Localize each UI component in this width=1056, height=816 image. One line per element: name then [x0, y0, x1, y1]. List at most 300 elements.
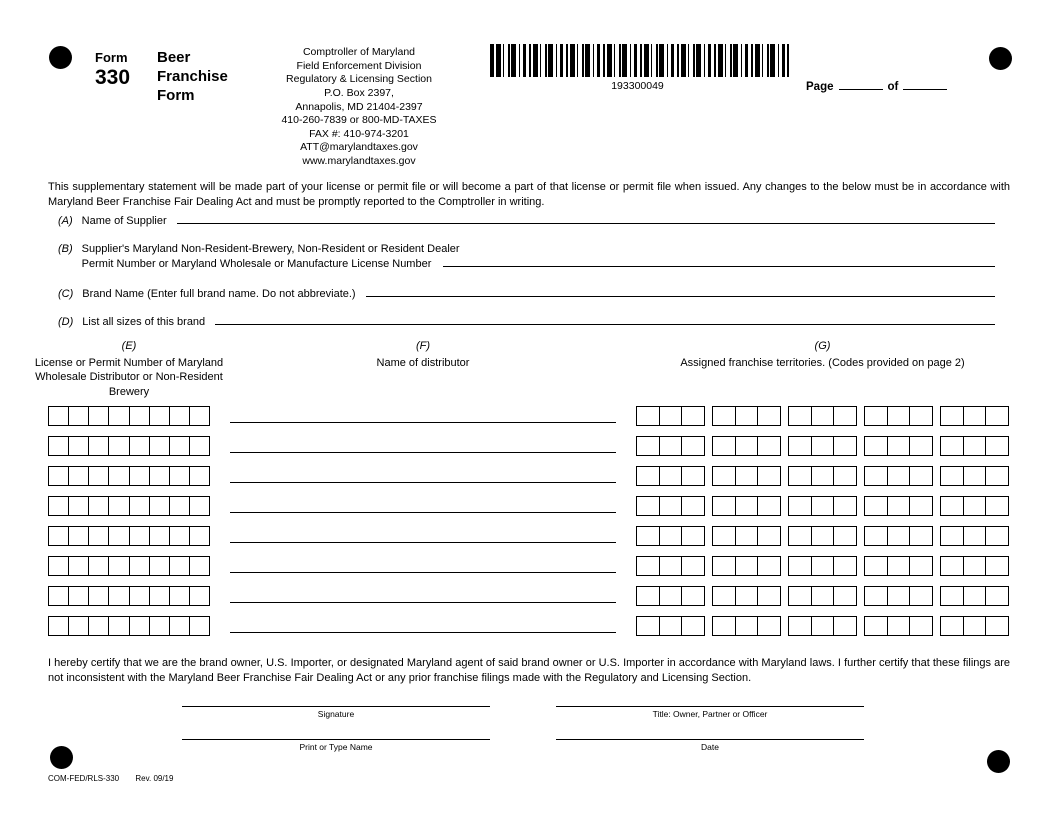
distributor-name-line[interactable]	[230, 542, 616, 543]
territory-digit-box[interactable]	[660, 586, 683, 606]
signature-section	[182, 700, 864, 753]
distribution-row	[48, 586, 1009, 606]
territory-code-boxes[interactable]	[712, 556, 781, 576]
territory-digit-box[interactable]	[812, 466, 835, 486]
territory-digit-box[interactable]	[964, 526, 987, 546]
license-digit-box[interactable]	[130, 586, 150, 606]
license-digit-box[interactable]	[48, 496, 69, 516]
signature-column-right	[556, 700, 864, 753]
date-label: Date	[701, 742, 719, 752]
address-line: ATT@marylandtaxes.gov	[300, 141, 418, 154]
territory-digit-box[interactable]	[940, 436, 964, 456]
license-digit-box[interactable]	[150, 616, 170, 636]
territory-code-boxes[interactable]	[636, 586, 705, 606]
territory-digit-box[interactable]	[812, 526, 835, 546]
territory-digit-box[interactable]	[986, 466, 1009, 486]
address-line: www.marylandtaxes.gov	[302, 155, 416, 168]
territory-digit-box[interactable]	[834, 466, 857, 486]
title-label: Title: Owner, Partner or Officer	[652, 709, 768, 719]
territory-digit-box[interactable]	[712, 406, 736, 426]
territory-code-boxes[interactable]	[636, 496, 705, 516]
territory-groups	[636, 616, 1009, 636]
territory-code-boxes[interactable]	[864, 556, 933, 576]
distributor-name-line[interactable]	[230, 452, 616, 453]
territory-digit-box[interactable]	[758, 496, 781, 516]
territory-digit-box[interactable]	[736, 436, 759, 456]
territory-digit-box[interactable]	[660, 406, 683, 426]
territory-digit-box[interactable]	[986, 586, 1009, 606]
license-permit-number-boxes[interactable]	[48, 406, 210, 426]
territory-digit-box[interactable]	[736, 556, 759, 576]
territory-digit-box[interactable]	[864, 556, 888, 576]
territory-code-boxes[interactable]	[864, 586, 933, 606]
license-digit-box[interactable]	[170, 406, 190, 426]
territory-code-boxes[interactable]	[636, 526, 705, 546]
territory-groups	[636, 436, 1009, 456]
license-digit-box[interactable]	[109, 616, 129, 636]
territory-digit-box[interactable]	[834, 406, 857, 426]
territory-digit-box[interactable]	[964, 496, 987, 516]
distribution-row	[48, 466, 1009, 486]
license-digit-box[interactable]	[190, 466, 210, 486]
territory-digit-box[interactable]	[812, 436, 835, 456]
territory-code-boxes[interactable]	[712, 466, 781, 486]
distributor-name-line[interactable]	[230, 422, 616, 423]
territory-code-boxes[interactable]	[864, 526, 933, 546]
intro-paragraph: This supplementary statement will be made part of your license or permit file or will become a part of that license or permit file when issued. Any changes to the below must be in accordance with Maryland Beer Franchise Fair Dealing Act and must be promptly reported to the Comptroller in writing.	[48, 181, 1010, 208]
license-digit-box[interactable]	[89, 496, 109, 516]
territory-digit-box[interactable]	[986, 616, 1009, 636]
license-digit-box[interactable]	[150, 466, 170, 486]
territory-digit-box[interactable]	[736, 466, 759, 486]
territory-digit-box[interactable]	[660, 436, 683, 456]
territory-digit-box[interactable]	[758, 466, 781, 486]
license-digit-box[interactable]	[69, 586, 89, 606]
territory-code-boxes[interactable]	[788, 586, 857, 606]
license-permit-number-boxes[interactable]	[48, 526, 210, 546]
territory-digit-box[interactable]	[888, 436, 911, 456]
distributor-name-line[interactable]	[230, 602, 616, 603]
territory-digit-box[interactable]	[940, 586, 964, 606]
license-permit-number-boxes[interactable]	[48, 586, 210, 606]
territory-digit-box[interactable]	[788, 526, 812, 546]
license-digit-box[interactable]	[69, 466, 89, 486]
license-digit-box[interactable]	[69, 406, 89, 426]
territory-digit-box[interactable]	[986, 406, 1009, 426]
license-digit-box[interactable]	[130, 406, 150, 426]
territory-digit-box[interactable]	[964, 556, 987, 576]
license-digit-box[interactable]	[48, 436, 69, 456]
address-line: FAX #: 410-974-3201	[309, 127, 409, 140]
territory-digit-box[interactable]	[812, 406, 835, 426]
territory-digit-box[interactable]	[682, 436, 705, 456]
territory-digit-box[interactable]	[910, 406, 933, 426]
address-line: P.O. Box 2397,	[324, 86, 394, 99]
territory-code-boxes[interactable]	[712, 406, 781, 426]
license-digit-box[interactable]	[109, 526, 129, 546]
license-digit-box[interactable]	[89, 526, 109, 546]
barcode-block	[490, 44, 785, 92]
territory-digit-box[interactable]	[834, 586, 857, 606]
page-of-field	[806, 78, 952, 93]
territory-digit-box[interactable]	[682, 526, 705, 546]
territory-digit-box[interactable]	[682, 466, 705, 486]
territory-digit-box[interactable]	[736, 496, 759, 516]
territory-digit-box[interactable]	[864, 466, 888, 486]
license-digit-box[interactable]	[150, 526, 170, 546]
territory-digit-box[interactable]	[964, 586, 987, 606]
territory-digit-box[interactable]	[660, 526, 683, 546]
territory-code-boxes[interactable]	[940, 406, 1009, 426]
territory-digit-box[interactable]	[812, 496, 835, 516]
territory-digit-box[interactable]	[812, 616, 835, 636]
license-digit-box[interactable]	[89, 406, 109, 426]
territory-digit-box[interactable]	[888, 586, 911, 606]
license-permit-number-boxes[interactable]	[48, 556, 210, 576]
license-digit-box[interactable]	[109, 406, 129, 426]
license-digit-box[interactable]	[69, 526, 89, 546]
agency-address-block	[250, 46, 468, 169]
territory-code-boxes[interactable]	[940, 436, 1009, 456]
license-digit-box[interactable]	[109, 496, 129, 516]
territory-digit-box[interactable]	[964, 406, 987, 426]
license-digit-box[interactable]	[170, 496, 190, 516]
territory-code-boxes[interactable]	[636, 466, 705, 486]
license-digit-box[interactable]	[150, 436, 170, 456]
territory-digit-box[interactable]	[788, 466, 812, 486]
permit-number-line[interactable]	[443, 266, 995, 267]
territory-digit-box[interactable]	[986, 556, 1009, 576]
page-total-blank[interactable]	[903, 78, 947, 90]
territory-digit-box[interactable]	[910, 436, 933, 456]
territory-groups	[636, 526, 1009, 546]
distributor-name-line[interactable]	[230, 512, 616, 513]
territory-digit-box[interactable]	[986, 436, 1009, 456]
license-digit-box[interactable]	[130, 556, 150, 576]
column-f-heading: Name of distributor	[376, 357, 470, 369]
territory-digit-box[interactable]	[636, 466, 660, 486]
territory-digit-box[interactable]	[910, 466, 933, 486]
territory-digit-box[interactable]	[660, 466, 683, 486]
field-a-label: (A)	[58, 215, 73, 227]
territory-digit-box[interactable]	[986, 526, 1009, 546]
territory-digit-box[interactable]	[910, 496, 933, 516]
address-line: Regulatory & Licensing Section	[286, 73, 432, 86]
territory-groups	[636, 466, 1009, 486]
territory-digit-box[interactable]	[940, 406, 964, 426]
print-name-label: Print or Type Name	[299, 742, 373, 752]
territory-digit-box[interactable]	[940, 526, 964, 546]
barcode	[490, 44, 789, 77]
territory-digit-box[interactable]	[712, 466, 736, 486]
territory-digit-box[interactable]	[712, 556, 736, 576]
territory-digit-box[interactable]	[940, 496, 964, 516]
license-digit-box[interactable]	[48, 466, 69, 486]
territory-digit-box[interactable]	[636, 616, 660, 636]
territory-digit-box[interactable]	[682, 556, 705, 576]
license-digit-box[interactable]	[170, 616, 190, 636]
date-line[interactable]	[556, 733, 864, 740]
territory-digit-box[interactable]	[636, 526, 660, 546]
distribution-row	[48, 616, 1009, 636]
territory-digit-box[interactable]	[940, 466, 964, 486]
territory-code-boxes[interactable]	[940, 466, 1009, 486]
signature-line[interactable]	[182, 700, 490, 707]
field-d-label: (D)	[58, 316, 74, 328]
territory-code-boxes[interactable]	[864, 466, 933, 486]
address-line: 410-260-7839 or 800-MD-TAXES	[281, 114, 437, 127]
field-d	[58, 316, 995, 328]
license-digit-box[interactable]	[190, 616, 210, 636]
license-digit-box[interactable]	[170, 436, 190, 456]
territory-digit-box[interactable]	[712, 496, 736, 516]
punch-hole-bottom-right	[987, 750, 1010, 773]
certification-paragraph: I hereby certify that we are the brand owner, U.S. Importer, or designated Maryland agent of said brand owner or U.S. Importer in accordance with Maryland laws. I further certify that these filings are not inconsistent with the Maryland Beer Franchise Fair Dealing Act or any prior franchise filings made with the Regulatory and Licensing Section.	[48, 657, 1010, 684]
territory-code-boxes[interactable]	[788, 526, 857, 546]
license-digit-box[interactable]	[69, 496, 89, 516]
territory-digit-box[interactable]	[864, 496, 888, 516]
signature-column-left	[182, 700, 490, 753]
distributor-name-line[interactable]	[230, 482, 616, 483]
license-digit-box[interactable]	[109, 556, 129, 576]
territory-digit-box[interactable]	[834, 616, 857, 636]
territory-digit-box[interactable]	[660, 616, 683, 636]
territory-digit-box[interactable]	[712, 616, 736, 636]
territory-digit-box[interactable]	[758, 406, 781, 426]
territory-digit-box[interactable]	[940, 616, 964, 636]
territory-digit-box[interactable]	[636, 586, 660, 606]
punch-hole-top-right	[989, 47, 1012, 70]
territory-code-boxes[interactable]	[712, 586, 781, 606]
license-digit-box[interactable]	[190, 586, 210, 606]
territory-digit-box[interactable]	[712, 436, 736, 456]
field-d-text: List all sizes of this brand	[82, 316, 206, 328]
territory-digit-box[interactable]	[812, 586, 835, 606]
territory-code-boxes[interactable]	[940, 586, 1009, 606]
punch-hole-bottom-left	[50, 746, 73, 769]
license-digit-box[interactable]	[130, 436, 150, 456]
territory-digit-box[interactable]	[682, 406, 705, 426]
field-b	[58, 243, 995, 270]
territory-code-boxes[interactable]	[940, 556, 1009, 576]
territory-digit-box[interactable]	[834, 556, 857, 576]
license-digit-box[interactable]	[89, 586, 109, 606]
territory-code-boxes[interactable]	[636, 616, 705, 636]
territory-digit-box[interactable]	[864, 586, 888, 606]
license-digit-box[interactable]	[109, 436, 129, 456]
territory-digit-box[interactable]	[736, 526, 759, 546]
revision-label: Rev. 09/19	[135, 774, 174, 783]
brand-name-line[interactable]	[366, 296, 995, 297]
territory-digit-box[interactable]	[788, 616, 812, 636]
license-digit-box[interactable]	[69, 616, 89, 636]
distributor-name-line[interactable]	[230, 572, 616, 573]
license-permit-number-boxes[interactable]	[48, 616, 210, 636]
barcode-number: 193300049	[611, 80, 664, 92]
license-digit-box[interactable]	[190, 436, 210, 456]
territory-digit-box[interactable]	[636, 406, 660, 426]
license-digit-box[interactable]	[89, 466, 109, 486]
territory-digit-box[interactable]	[788, 406, 812, 426]
territory-code-boxes[interactable]	[940, 526, 1009, 546]
territory-digit-box[interactable]	[636, 496, 660, 516]
license-digit-box[interactable]	[89, 616, 109, 636]
territory-code-boxes[interactable]	[636, 406, 705, 426]
territory-code-boxes[interactable]	[940, 616, 1009, 636]
territory-digit-box[interactable]	[758, 556, 781, 576]
territory-digit-box[interactable]	[888, 466, 911, 486]
license-permit-number-boxes[interactable]	[48, 436, 210, 456]
territory-digit-box[interactable]	[660, 556, 683, 576]
territory-digit-box[interactable]	[964, 616, 987, 636]
license-digit-box[interactable]	[69, 436, 89, 456]
territory-code-boxes[interactable]	[864, 496, 933, 516]
license-digit-box[interactable]	[48, 616, 69, 636]
license-digit-box[interactable]	[190, 526, 210, 546]
territory-digit-box[interactable]	[736, 406, 759, 426]
territory-digit-box[interactable]	[888, 616, 911, 636]
license-digit-box[interactable]	[48, 406, 69, 426]
territory-digit-box[interactable]	[812, 556, 835, 576]
license-digit-box[interactable]	[170, 586, 190, 606]
punch-hole-top-left	[49, 46, 72, 69]
territory-digit-box[interactable]	[910, 586, 933, 606]
territory-digit-box[interactable]	[986, 496, 1009, 516]
license-digit-box[interactable]	[170, 526, 190, 546]
territory-digit-box[interactable]	[888, 526, 911, 546]
territory-digit-box[interactable]	[964, 466, 987, 486]
territory-digit-box[interactable]	[864, 616, 888, 636]
territory-code-boxes[interactable]	[788, 496, 857, 516]
distribution-row	[48, 496, 1009, 516]
territory-digit-box[interactable]	[834, 496, 857, 516]
territory-digit-box[interactable]	[834, 436, 857, 456]
territory-code-boxes[interactable]	[788, 406, 857, 426]
license-digit-box[interactable]	[150, 586, 170, 606]
territory-digit-box[interactable]	[964, 436, 987, 456]
territory-digit-box[interactable]	[888, 496, 911, 516]
territory-code-boxes[interactable]	[788, 466, 857, 486]
distributor-name-line[interactable]	[230, 632, 616, 633]
territory-digit-box[interactable]	[636, 436, 660, 456]
territory-digit-box[interactable]	[788, 496, 812, 516]
territory-code-boxes[interactable]	[712, 436, 781, 456]
territory-digit-box[interactable]	[712, 586, 736, 606]
territory-digit-box[interactable]	[758, 616, 781, 636]
territory-code-boxes[interactable]	[940, 496, 1009, 516]
license-digit-box[interactable]	[170, 556, 190, 576]
territory-digit-box[interactable]	[864, 406, 888, 426]
territory-digit-box[interactable]	[910, 526, 933, 546]
license-digit-box[interactable]	[170, 466, 190, 486]
territory-digit-box[interactable]	[758, 586, 781, 606]
column-g-heading: Assigned franchise territories. (Codes provided on page 2)	[680, 357, 965, 369]
print-name-line[interactable]	[182, 733, 490, 740]
field-b-text-line1: Supplier's Maryland Non-Resident-Brewery, Non-Resident or Resident Dealer	[81, 243, 460, 255]
field-c-text: Brand Name (Enter full brand name. Do not abbreviate.)	[82, 288, 356, 300]
territory-digit-box[interactable]	[888, 556, 911, 576]
territory-digit-box[interactable]	[864, 436, 888, 456]
territory-digit-box[interactable]	[834, 526, 857, 546]
license-digit-box[interactable]	[48, 586, 69, 606]
license-digit-box[interactable]	[69, 556, 89, 576]
of-label: of	[887, 81, 899, 93]
territory-code-boxes[interactable]	[788, 556, 857, 576]
territory-digit-box[interactable]	[788, 586, 812, 606]
license-digit-box[interactable]	[130, 526, 150, 546]
address-line: Comptroller of Maryland	[302, 46, 416, 58]
territory-digit-box[interactable]	[682, 496, 705, 516]
brand-sizes-line[interactable]	[215, 324, 995, 325]
license-digit-box[interactable]	[109, 466, 129, 486]
license-digit-box[interactable]	[48, 526, 69, 546]
license-digit-box[interactable]	[89, 436, 109, 456]
page-label: Page	[806, 81, 834, 93]
license-digit-box[interactable]	[89, 556, 109, 576]
territory-code-boxes[interactable]	[864, 406, 933, 426]
territory-code-boxes[interactable]	[636, 436, 705, 456]
territory-code-boxes[interactable]	[712, 526, 781, 546]
license-digit-box[interactable]	[130, 496, 150, 516]
territory-digit-box[interactable]	[940, 556, 964, 576]
territory-digit-box[interactable]	[736, 586, 759, 606]
license-digit-box[interactable]	[190, 556, 210, 576]
territory-digit-box[interactable]	[864, 526, 888, 546]
territory-digit-box[interactable]	[758, 526, 781, 546]
territory-digit-box[interactable]	[888, 406, 911, 426]
territory-code-boxes[interactable]	[864, 616, 933, 636]
territory-code-boxes[interactable]	[788, 616, 857, 636]
field-a-text: Name of Supplier	[81, 215, 167, 227]
territory-digit-box[interactable]	[788, 556, 812, 576]
territory-code-boxes[interactable]	[712, 496, 781, 516]
license-permit-number-boxes[interactable]	[48, 466, 210, 486]
territory-digit-box[interactable]	[910, 616, 933, 636]
form-number: 330	[95, 66, 131, 89]
territory-digit-box[interactable]	[910, 556, 933, 576]
distribution-row	[48, 526, 1009, 546]
territory-code-boxes[interactable]	[864, 436, 933, 456]
territory-digit-box[interactable]	[758, 436, 781, 456]
territory-digit-box[interactable]	[788, 436, 812, 456]
territory-code-boxes[interactable]	[788, 436, 857, 456]
license-digit-box[interactable]	[130, 466, 150, 486]
form-footer	[48, 774, 173, 783]
license-digit-box[interactable]	[190, 496, 210, 516]
license-digit-box[interactable]	[48, 556, 69, 576]
license-digit-box[interactable]	[190, 406, 210, 426]
territory-code-boxes[interactable]	[712, 616, 781, 636]
license-digit-box[interactable]	[150, 406, 170, 426]
territory-digit-box[interactable]	[682, 586, 705, 606]
territory-code-boxes[interactable]	[636, 556, 705, 576]
field-a	[58, 215, 995, 227]
territory-digit-box[interactable]	[712, 526, 736, 546]
title-line[interactable]	[556, 700, 864, 707]
license-digit-box[interactable]	[150, 496, 170, 516]
territory-digit-box[interactable]	[736, 616, 759, 636]
territory-digit-box[interactable]	[682, 616, 705, 636]
supplier-name-line[interactable]	[177, 223, 995, 224]
license-digit-box[interactable]	[150, 556, 170, 576]
license-digit-box[interactable]	[130, 616, 150, 636]
territory-groups	[636, 586, 1009, 606]
license-permit-number-boxes[interactable]	[48, 496, 210, 516]
page-number-blank[interactable]	[839, 78, 883, 90]
territory-digit-box[interactable]	[636, 556, 660, 576]
territory-digit-box[interactable]	[660, 496, 683, 516]
license-digit-box[interactable]	[109, 586, 129, 606]
